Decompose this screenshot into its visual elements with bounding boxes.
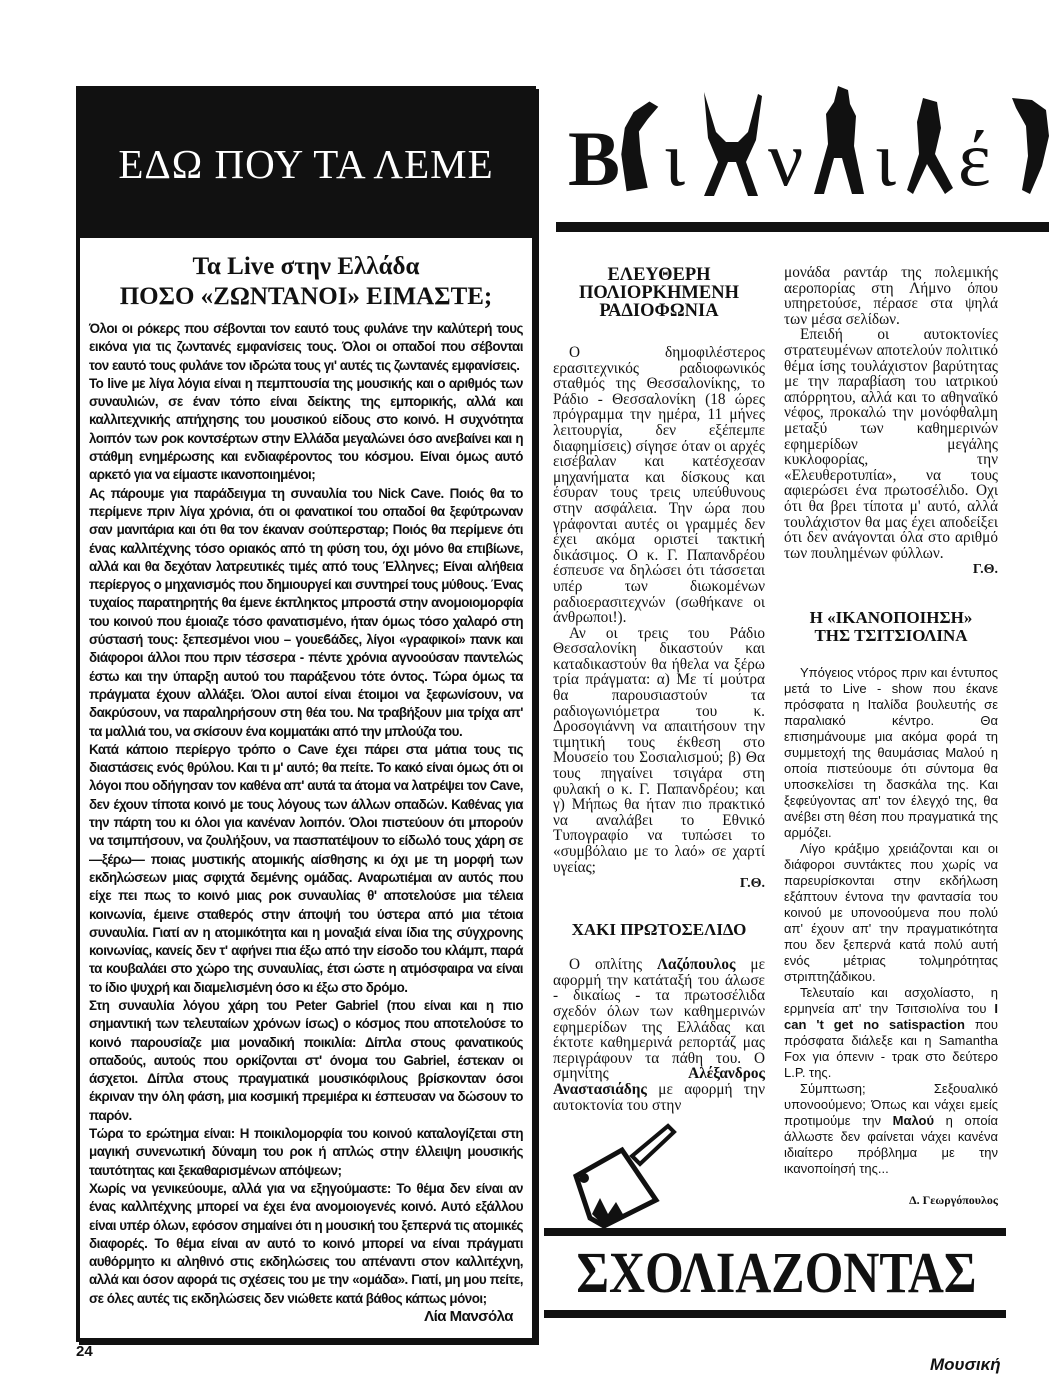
paragraph: Ο δημοφιλέστερος ερασιτεχνικός ραδιοφωνικός σταθμός της Θεσσαλονίκης, το Ράδιο - Θεσσαλονίκη (18 ώρες πρόγραμμα την ημέρα, 11 μήνες λειτουργία, δεν εξέπεμπε διαφημίσεις) σίγησε όταν οι αρχές εισέβαλαν και κατέσχεσαν μηχανήματα και δίσκους και έσυραν τους τρεις υπεύθυνους στην ασφάλεια. Την ώρα που γράφονται αυτές οι γραμμές δεν έχει ακόμα οριστεί τακτική δικάσιμος. Ο κ. Γ. Παπανδρέου έσπευσε να δηλώσει ότι τάσσεται υπέρ των διωκομένων ραδιοερασιτεχνών (σωθήκανε οι άνθρωποι!). bbox=[553, 344, 765, 627]
cicciolina-signature: Δ. Γεωργόπουλος bbox=[909, 1193, 998, 1208]
radio-signature: Γ.Θ. bbox=[739, 876, 765, 892]
title-line: ΤΗΣ ΤΣΙΤΣΙΟΛΙΝΑ bbox=[814, 626, 968, 646]
text: η οποία άλλωστε δεν φαίνεται νάχει κανένα ιδιαίτερο πρόβλημα με την ικανοποίησή της... bbox=[784, 1113, 998, 1177]
text: Υπόγειος ντόρος πριν και έντυπος μετά το Live - show που έκανε πρόσφατα η Ιταλίδα βουλευτής σε παραλιακό κέντρο. Θα επισημάνουμε μια ακόμα φορά τη συμμετοχή της θαυμάσιας Μαλού η οποία πιστεύουμε ότι σύντομα θα υποσκελίσει τη δασκάλα της. Και ξεφεύγοντας απ' τον έλεγχό της, θα ανέβει στη θέση που πραγματικά της αρμόζει. bbox=[784, 665, 998, 841]
banner-title: ΣΧΟΛΙΑΖΟΝΤΑΣ bbox=[576, 1240, 977, 1305]
dancer-silhouette-icon bbox=[1012, 96, 1049, 196]
paragraph bbox=[784, 665, 998, 841]
bold-text: I can 't get no satispaction bbox=[784, 1001, 998, 1033]
page-number: 24 bbox=[76, 1343, 93, 1360]
paragraph: μονάδα ραντάρ της πολεμικής αεροπορίας στη Λήμνο όπου υπηρετούσε, πέρασε στα ψηλά των μέσα σελίδων. bbox=[784, 264, 998, 328]
section-header-band bbox=[80, 90, 532, 238]
article-author: Λία Μανσόλα bbox=[424, 1308, 513, 1326]
logo-letter: ι bbox=[664, 115, 685, 202]
paragraph: Το live με λίγα λόγια είναι η πεμπτουσία της μουσικής και ο αριθμός των συναυλιών, σε έναν τόπο είναι δείκτης της εμπορικής, αλλά και καλλιτεχνικής απήχησης του μουσικού είδους στο κοινό. Η συχνότητα λοιπόν των ροκ κοντσέρτων στην Ελλάδα μεγαλώνει όσο ανεβαίνει και η στάθμη ενημέρωσης και ενδιαφέροντος του κόσμου. Είναι όμως αυτό αρκετό για να είμαστε ικανοποιημένοι; bbox=[89, 375, 523, 483]
logo-letter: Β bbox=[568, 115, 621, 202]
paragraph: Ας πάρουμε για παράδειγμα τη συναυλία του Nick Cave. Ποιός θα το περίμενε πριν λίγα χρόνια, ότι οι φανατικοί του οπαδοί θα ξεφύτρωναν σαν μανιτάρια και ότι θα τον έκαναν σούπερσταρ; Ποιός θα περίμενε ότι ένας καλλιτέχνης τόσο οριακός από τη φύση του, όχι μόνο θα επιβίωνε, αλλά και θα δεχόταν λατρευτικές τιμές από τους Έλληνες; Είναι αλήθεια περίεργος ο μηχανισμός που δημιουργεί και συντηρεί τους μύθους. Ένας τυχαίος παρατηρητής θα έμενε έκπληκτος μπροστά στην ανομοιομορφία του κοινού που έμοιαζε τόσο φανατισμένο, ήταν όμως τόσο χαλαρό στη σύστασή τους: ξεπεσμένοι νιου – γουεϐάδες, λίγοι «γραφικοί» πανκ και διάφοροι άλλοι που πριν τέσσερα - πέντε χρόνια αγνοούσαν παντελώς έστω και την ύπαρξη αυτού του παράξενου τότε όντος. Τώρα όμως τα πράγματα έχουν αλλάξει. Όλοι αυτοί είναι έτοιμοι να ξεφωνίσουν, να δακρύσουν, να παραληρήσουν στη θέα του. Να τραβήξουν μια τρίχα απ' τα μαλλιά του, να σκίσουν ένα κομματάκι από την μπλούζα του. bbox=[89, 485, 523, 739]
dancer-silhouette-icon bbox=[905, 98, 955, 198]
text: με αφορμή την αυτοκτονία του στην bbox=[553, 1080, 765, 1114]
header-rule bbox=[556, 222, 1049, 232]
paragraph: Κατά κάποιο περίεργο τρόπο ο Cave έχει πάρει στα μάτια τους τις διαστάσεις ενός θρύλου. Και τι μ' αυτό; θα πείτε. Το κακό είναι όμως ότι οι λόγοι που οδήγησαν τον καθένα απ' αυτά τα άτομα να λατρέψει τον Cave, δεν έχουν τίποτα κοινό με τους λόγους των άλλων οπαδών. Καθένας για την πάρτη του κι όλοι για κανέναν λοιπόν. Όλοι πιστεύουν ότι μπορούν να τσιμπήσουν, να ζουλήξουν, να πασπατέψουν το είδωλό τους χάρη σε —ξέρω— ποιας μυστικής ατομικής αίσθησης κι όχι με τη μορφή των εκδηλώσεων μιας σφιχτά δεμένης ομάδας. Αναρωτιέμαι αν αυτός που είχε πει πως το κοινό μιας ροκ συναυλίας θ' αποτελούσε μια τέλεια κοινωνία, έμεινε σταθερός στην άποψή του ύστερα από μια τέτοια συναυλία. Γιατί αν η ατομικότητα και η μοναξιά είναι ίδια της σύγχρονης κοινωνίας, κανείς δεν τ' αφήνει πια έξω από την είσοδο του κλάμπ, παρά τα κουβαλάει στο χώρο της συναυλίας, έτσι ώστε η ατμόσφαιρα να είναι το ίδιο ψυχρή και διαμελισμένη όσο κι έξω στο δρόμο. bbox=[89, 741, 523, 995]
text: Ο οπλίτης bbox=[569, 956, 657, 974]
live-article-box bbox=[76, 86, 536, 1342]
text: Σύμπτωση; Σεξουαλικό υπονοούμενο; Όπως και νάχει εμείς προτιμούμε την bbox=[784, 1081, 998, 1129]
logo-letter: ι bbox=[875, 115, 896, 202]
radio-article-title bbox=[553, 266, 765, 320]
article-body bbox=[89, 320, 523, 1326]
text: που πρόσφατα διάλεξε και η Samantha Fox για όπενιν - τρακ στο δεύτερο L.P. της. bbox=[784, 1017, 998, 1081]
paragraph bbox=[784, 841, 998, 985]
article-subtitle: ΠΟΣΟ «ΖΩΝΤΑΝΟΙ» ΕΙΜΑΣΤΕ; bbox=[119, 283, 493, 310]
paragraph: Στη συναυλία λόγου χάρη του Peter Gabriel (που είναι και η πιο σημαντική των τελευταίων χρόνων ίσως) ο κόσμος που αποτελούσε το κοινό παρουσίαζε μια μοναδική ποικιλία: Δίπλα στους φανατικούς οπαδούς, αυτούς που ορκίζονται στ' όνομα του Gabriel, έστεκαν οι άσχετοι. Δίπλα στους πραγματικά μουσικόφιλους βρίσκονταν όσοι έκριναν την όλη φάση, μια κοσμική πρεμιέρα κι έσπευσαν να δώσουν το παρόν. bbox=[89, 997, 523, 1123]
paragraph: Τώρα το ερώτημα είναι: Η ποικιλομορφία του κοινού καταλογίζεται στη μαγική συνενωτική δύναμη του ροκ ή απλώς στην έλλειψη μουσικής ταυτότητας και ξεκαθαρισμένων απόψεων; bbox=[89, 1126, 523, 1178]
vinylies-logo bbox=[560, 86, 1049, 216]
bold-text: Μαλού bbox=[892, 1113, 935, 1129]
cicciolina-article-title bbox=[784, 609, 998, 645]
paragraph: Όλοι οι ρόκερς που σέβονται τον εαυτό τους φυλάνε την καλύτερή τους εικόνα για τις ζωντανές εμφανίσεις τους. Όλοι οι οπαδοί που σέβονται τον εαυτό τους φυλάνε τον ιδρώτα τους γι' αυτές τις ζωντανές εμφανίσεις. bbox=[89, 321, 523, 373]
logo-letter: ν bbox=[768, 115, 804, 202]
text: με αφορμή την κατάταξή του άλωσε - δικαίως - τα πρωτοσέλιδα σχεδόν όλων των καθημερινών εφημερίδων της Ελλάδας και έκτοτε καθημερινά ρεπορτάζ μας περιγράφουν τα πάθη του. Ο σμηνίτης bbox=[553, 956, 766, 1083]
text: Τελευταίο και ασχολίαστο, η ερμηνεία απ' την Τσιτσιολίνα του bbox=[784, 985, 998, 1017]
title-line: Η «ΙΚΑΝΟΠΟΙΗΣΗ» bbox=[809, 608, 973, 628]
magazine-name: Μουσική bbox=[930, 1355, 1001, 1374]
paragraph: Αν οι τρεις του Ράδιο Θεσσαλονίκη δικαστούν και καταδικαστούν θα ήθελα να ξέρω τρία πράγματα: α) Με τί μούτρα θα παρουσιαστούν τα ραδιογωνιόμετρα του κ. Δροσογιάννη να απαιτήσουν την τιμητική τους έκθεση στο Μουσείο του Σοσιαλισμού; β) Θα τους πηγαίνει τσιγάρα στη φυλακή ο κ. Γ. Παπανδρέου; και γ) Μήπως θα ήταν πιο πρακτικό να αναλάβει το Εθνικό Τυπογραφίο να τυπώσει το «συμβόλαιο με το λαό» σε χαρτί υγείας; bbox=[553, 624, 765, 876]
banner-rule bbox=[544, 1310, 1006, 1318]
dancer-silhouette-icon bbox=[616, 86, 660, 198]
section-title: ΕΔΩ ΠΟΥ ΤΑ ΛΕΜΕ bbox=[118, 141, 494, 187]
bold-text: Λαζόπουλος bbox=[656, 956, 736, 974]
bold-text: Αλέξανδρος Αναστασιάδης bbox=[553, 1065, 765, 1098]
middle-column bbox=[553, 266, 765, 1113]
cleaver-icon bbox=[570, 1118, 680, 1228]
title-line: ΡΑΔΙΟΦΩΝΙΑ bbox=[599, 301, 719, 321]
article-title: Τα Live στην Ελλάδα bbox=[192, 253, 420, 280]
dancer-silhouette-icon bbox=[812, 86, 868, 198]
logo-letter: έ bbox=[958, 115, 991, 202]
khaki-signature: Γ.Θ. bbox=[972, 562, 998, 578]
column-banner bbox=[544, 1228, 1006, 1320]
cicciolina-article-body bbox=[784, 665, 998, 1177]
paragraph bbox=[784, 985, 998, 1081]
right-column bbox=[784, 265, 998, 1209]
dancer-silhouette-icon bbox=[700, 92, 764, 198]
banner-rule bbox=[544, 1228, 1006, 1236]
paragraph: Επειδή οι αυτοκτονίες στρατευμένων αποτελούν πολιτικό θέμα ίσης τουλάχιστον βαρύτητας με την παραβίαση του ιατρικού απόρρητου, αλλά και το αθηναϊκό νέφος, προκαλώ την μονόφθαλμη μεταξύ των καθημερινών εφημερίδων μεγάλης κυκλοφορίας, την «Ελευθεροτυπία», να τους αφιερώσει ένα πρωτοσέλιδο. Οχι ότι θα βρει τίποτα μ' αυτό, αλλά τουλάχιστον θα μας έχει αποδείξει ότι δεν ανάγονται όλα στο αριθμό των πουλημένων φύλλων. bbox=[784, 326, 998, 562]
paragraph bbox=[553, 957, 765, 1113]
text: Λίγο κράξιμο χρειάζονται και οι διάφοροι συντάκτες που χωρίς να παρευρίσκονται στην εκδήλωση εξάπτουν έντονα την φαντασία του κοινού με υπονοούμενα που πολύ απ' έχουν απ' την πραγματικότητα που δεν ξεπερνά κατά πολύ αυτή ενός μέτριας τολμηρότητας στριπτηζάδικου. bbox=[784, 841, 998, 985]
title-line: ΕΛΕΥΘΕΡΗ bbox=[607, 265, 711, 285]
khaki-article-title: ΧΑΚΙ ΠΡΩΤΟΣΕΛΙΔΟ bbox=[571, 920, 747, 940]
title-line: ΠΟΛΙΟΡΚΗΜΕΝΗ bbox=[579, 283, 739, 303]
paragraph: Χωρίς να γενικεύουμε, αλλά για να εξηγούμαστε: Το θέμα δεν είναι αν ένας καλλιτέχνης μπορεί να έχει ένα ανομοιογενές κοινό. Αυτό εξάλλου είναι υπέρ όλων, εφόσον σημαίνει ότι η μουσική του ξεπερνά τις ατομικές διαφορές. Το θέμα είναι αν αυτό το κοινό μπορεί να είναι πράγματι αυθόρμητο κι αληθινό στις εκδηλώσεις του απέναντι στον καλλιτέχνη, αλλά και όσον αφορά τις σχέσεις του με την «ομάδα». Γιατί, μη μου πείτε, σε όλες αυτές τις εκδηλώσεις δεν νιώθετε κατά βάθος κάπως μόνοι; bbox=[89, 1180, 523, 1306]
paragraph bbox=[784, 1081, 998, 1177]
